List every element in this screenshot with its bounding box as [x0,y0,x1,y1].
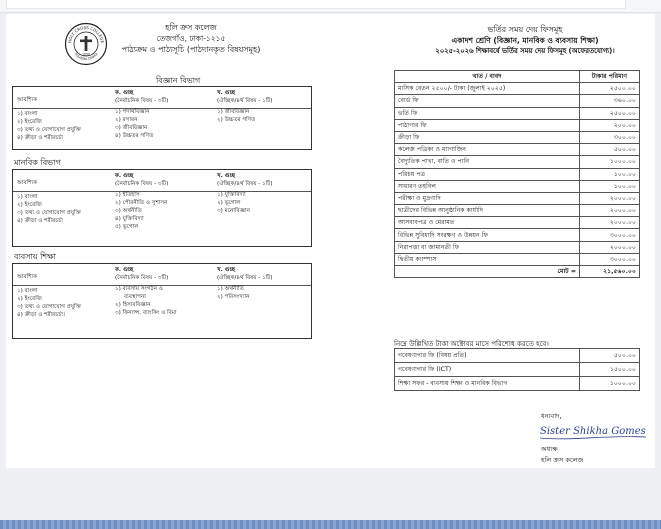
science-group-a [115,89,168,140]
list-item: ৩) মনোবিজ্ঞান [217,208,250,214]
column-heading: খ. গুচ্ছ [217,173,236,179]
business-group-b [217,266,273,301]
list-item: ২) ইংরেজি [17,119,42,125]
table-row [395,192,640,204]
column-heading: ক. গুচ্ছ [115,267,134,273]
closing-thanks: ধন্যবাদ, [541,412,562,420]
fee-amount: ২০০.০০ [580,119,640,131]
table-row [395,107,640,119]
list-item: ৪) ক্রীড়া ও শরীরচর্চা [17,135,63,141]
column-header-amount: টাকার পরিমাণ [580,71,640,83]
table-row [395,241,640,253]
list-item: ১) জীববিজ্ঞান [217,109,250,115]
humanities-title: মানবিক বিভাগ [14,158,61,167]
fee-item: সাধারণ তহবিল [395,180,580,192]
fee-amount: ২৫০০.০০ [580,107,640,119]
college-name: হলি ক্রস কলেজ [165,23,217,32]
fee-amount: ৫০০.০০ [580,144,640,156]
table-row [395,349,640,363]
fee-amount: ১০০.০০ [580,168,640,180]
october-fee-table [394,348,640,391]
table-row [395,205,640,217]
list-item: ৩) ফিন্যান্স, ব্যাংকিং ও বিমা [115,310,177,316]
table-row [395,253,640,265]
fee-amount: ৩০০০.০০ [580,229,640,241]
fee-table [394,70,640,278]
fee-amount: ২০০০.০০ [580,217,640,229]
list-item: ২) রসায়ন [115,117,138,123]
fee-amount: ৩০০.০০ [580,131,640,143]
list-item: ২) পৌরনীতি ও সুশাসন [115,200,168,206]
list-item: ২) ইংরেজি [17,296,42,302]
fee-amount: ১০০০.০০ [580,156,640,168]
fee-amount: ৩৬০.০০ [580,95,640,107]
fee-item: শিক্ষা সফর - ব্যবসায় শিক্ষা ও মানবিক বিভাগ [395,377,580,391]
humanities-compulsory [17,179,81,225]
closing-role: অধ্যক্ষ [541,445,558,453]
table-row [395,144,640,156]
column-header-item: খাত / বাবদ [395,71,580,83]
table-row [395,168,640,180]
table-row [395,180,640,192]
fee-item: কলেজ পত্রিকা ও ম্যাগাজিন [395,144,580,156]
fee-amount: ৫০০.০০ [580,349,640,363]
fee-item: বোর্ড ফি [395,95,580,107]
fee-header [394,24,656,57]
fee-amount: ২০০০.০০ [580,192,640,204]
list-item: ৪) ক্রীড়া ও শরীরচর্চা [17,218,63,224]
fee-item: ক্রীড়া ফি [395,131,580,143]
logo-city-text: TEJGAON, DHAKA [73,51,99,62]
science-compulsory [17,96,81,142]
logo-ring-text: HOLY CROSS COLLEGE [66,24,106,44]
list-item: ৩) তথ্য ও যোগাযোগ প্রযুক্তি [17,127,82,133]
column-heading: আবশ্যিক [17,274,38,280]
table-row [395,377,640,391]
column-subheading: (নৈর্বাচনিক বিষয় - ৩টি) [115,98,169,104]
business-title: ব্যবসায় শিক্ষা [14,252,56,261]
curriculum-subtitle: পাঠ্যক্রম ও পাঠ্যসূচি (পাঠদানকৃত বিষয়সমূহ) [121,45,261,54]
column-subheading: (নৈর্বাচনিক বিষয় - ৩টি) [115,275,169,281]
list-item: ১) বাংলা [17,111,38,117]
science-title: বিজ্ঞান বিভাগ [156,76,201,85]
column-heading: ক. গুচ্ছ [115,90,134,96]
table-row [395,83,640,95]
list-item: ১) অর্থনীতি [217,286,244,292]
logo-year: 1950 [81,52,91,57]
column-heading: ক. গুচ্ছ [115,173,134,179]
list-item: ১) বাংলা [17,288,38,294]
fee-session: ২০২৫-২০২৬ শিক্ষাবর্ষে ভর্তির সময় দেয় ফিসমূহ (অফেরতযোগ্য)। [435,47,615,55]
fee-item: দ্বিতীয় ক্যাম্পাস [395,253,580,265]
closing-college: হলি ক্রস কলেজ [541,456,584,464]
list-item: ১) ব্যবসায় সংগঠন ও [115,286,163,292]
signature-text: Sister Shikha Gomes [540,426,646,437]
table-header-row [395,71,640,83]
fee-item: ছাত্রীদের বিভিন্ন আনুষ্ঠানিক কার্যাদি [395,205,580,217]
list-item: ২) পরিসংখ্যান [217,294,250,300]
column-subheading: (ঐচ্ছিক/৪র্থ বিষয় - ১টি) [217,275,273,281]
fee-amount: ১৫০০.০০ [580,363,640,377]
column-heading: খ. গুচ্ছ [217,267,236,273]
list-item: ২) হিসাববিজ্ঞান [115,302,151,308]
table-row [395,363,640,377]
list-item: ৫) ভূগোল [115,224,139,230]
fee-item: গবেষণাগার ফি (বিষয় প্রতি) [395,349,580,363]
bottom-edge [0,520,661,529]
column-heading: আবশ্যিক [17,97,38,103]
list-item: ৪) উচ্চতর গণিত [115,133,154,139]
column-subheading: (নৈর্বাচনিক বিষয় - ৩টি) [115,181,169,187]
signature-image [538,420,650,442]
fee-item: বিভিন্ন সুবিধাদি সংরক্ষণ ও উন্নয়ন ফি [395,229,580,241]
list-item: ২) ইংরেজি [17,202,42,208]
humanities-box [12,169,312,247]
table-row [395,95,640,107]
column-heading: খ. গুচ্ছ [217,90,236,96]
fee-amount: ৩০০০.০০ [580,253,640,265]
list-item: ৪) ক্রীড়া ও শরীরচর্চা। [17,312,65,318]
fee-item: গবেষণাগার ফি (ICT) [395,363,580,377]
table-row [395,119,640,131]
list-item: ৩) অর্থনীতি [115,208,142,214]
list-item: ৩) জীববিজ্ঞান [115,125,148,131]
list-item: ১) বাংলা [17,194,38,200]
fee-item: পরীক্ষা ও মুদ্রণাদি [395,192,580,204]
fee-item: নিরাপত্তা বা জামানতী ফি [395,241,580,253]
list-item: ২) ভূগোল [217,200,241,206]
fee-title: ভর্তির সময় দেয় ফিসমূহ [487,25,563,34]
document-page [6,14,655,468]
column-subheading: (ঐচ্ছিক/৪র্থ বিষয় - ১টি) [217,98,273,104]
fee-amount: ২০০০.০০ [580,205,640,217]
top-strip [6,0,626,9]
humanities-group-b [217,172,273,215]
fee-item: বৈদ্যুতিক পাখা, বাতি ও পানি [395,156,580,168]
october-note: নিম্নে উল্লিখিত টাকা অক্টোবর মাসে পরিশোধ করতে হবে। [394,340,549,348]
fee-item: ভর্তি ফি [395,107,580,119]
science-box [12,86,312,150]
column-heading: আবশ্যিক [17,180,38,186]
list-item: ৩) তথ্য ও যোগাযোগ প্রযুক্তি [17,304,82,310]
business-group-a [115,266,177,317]
left-header [96,22,286,55]
business-box [12,263,312,339]
total-amount: ২১,৫৬০.০০ [580,266,640,278]
fee-amount: ১০০.০০ [580,180,640,192]
humanities-group-a [115,172,168,231]
list-item: ৪) যুক্তিবিদ্যা [115,216,144,222]
fee-item: পরিচয় পত্র [395,168,580,180]
list-item: ১) যুক্তিবিদ্যা [217,192,246,198]
fee-amount: ২৫০০.০০ [580,83,640,95]
list-item: ১) পদার্থবিজ্ঞান [115,109,150,115]
fee-item: পাঠাগার ফি [395,119,580,131]
fee-item: মাসিক বেতন ২৫০০/- টাকা (জুলাই ২০২৫) [395,83,580,95]
table-row [395,131,640,143]
list-item: ১) ইতিহাস [115,192,140,198]
fee-item: আসবাবপত্র ও মেরামত [395,217,580,229]
table-row [395,217,640,229]
college-address: তেজগাঁও, ঢাকা-১২১৫ [156,34,226,43]
fee-subtitle: একাদশ শ্রেণি (বিজ্ঞান, মানবিক ও ব্যবসায় শিক্ষা) [451,36,599,45]
total-row [395,266,640,278]
total-label: মোট = [395,266,580,278]
list-item: ২) উচ্চতর গণিত [217,117,256,123]
fee-amount: ২০০০.০০ [580,241,640,253]
table-row [395,229,640,241]
business-compulsory [17,273,81,319]
list-item: ব্যবস্থাপনা [124,294,146,300]
table-row [395,156,640,168]
list-item: ৩) তথ্য ও যোগাযোগ প্রযুক্তি [17,210,82,216]
science-group-b [217,89,273,124]
fee-amount: ১০০০.০০ [580,377,640,391]
column-subheading: (ঐচ্ছিক/৪র্থ বিষয় - ১টি) [217,181,273,187]
